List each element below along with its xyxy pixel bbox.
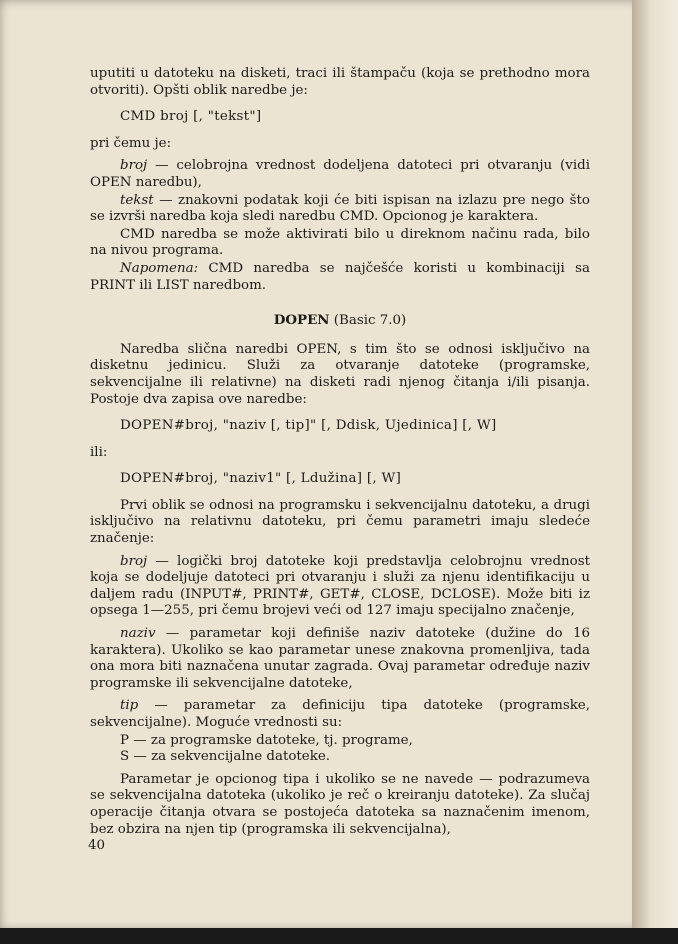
tip-value-s: S — za sekvencijalne datoteke. <box>120 749 331 765</box>
desc-tip: — parametar za definiciju tipa datoteke (programske, sekvencijalne). Moguće vrednosti su: <box>90 698 590 730</box>
section-heading <box>90 312 590 330</box>
term-naziv: naziv <box>120 626 156 642</box>
definition-tip <box>90 698 590 731</box>
paragraph-cmd-mode: CMD naredba se može aktivirati bilo u direknom načinu rada, bilo na nivou programa. <box>90 226 590 259</box>
desc-broj: — celobrojna vrednost dodeljena datoteci pri otvaranju (vidi OPEN naredbu), <box>90 158 590 190</box>
page-text <box>90 66 590 844</box>
heading-basic-version: (Basic 7.0) <box>329 313 407 329</box>
desc-naziv: — parametar koji definiše naziv datoteke (dužine do 16 karaktera). Ukoliko se kao parametar unese znakovna promenljiva, tada ona mora biti naznačena unutar zagrada. Ovaj parametar određuje naziv programske ili sekvencijalne datoteke, <box>90 626 590 691</box>
scan-edge <box>0 928 678 944</box>
definition-naziv <box>90 626 590 692</box>
term-tip: tip <box>120 698 139 714</box>
desc-napomena: CMD naredba se najčešće koristi u kombinaciji sa PRINT ili LIST naredbom. <box>90 260 590 293</box>
term-napomena: Napomena: <box>120 260 199 276</box>
paragraph-forms: Prvi oblik se odnosi na programsku i sekvencijalnu datoteku, a drugi isključivo na relativnu datoteku, pri čemu parametri imaju sledeće značenje: <box>90 497 590 547</box>
definition-tekst <box>90 193 590 226</box>
note <box>90 261 590 294</box>
text-ili: ili: <box>90 444 108 460</box>
paragraph-intro: uputiti u datoteku na disketi, traci ili štampaču (koja se prethodno mora otvoriti). Opšti oblik naredbe je: <box>90 66 590 98</box>
definition-broj-2 <box>90 554 590 620</box>
definition-broj <box>90 158 590 191</box>
term-broj-2: broj <box>120 553 148 569</box>
term-broj: broj <box>120 158 148 174</box>
term-tekst: tekst <box>120 192 154 208</box>
paragraph-tip-optional: Parametar je opcionog tipa i ukoliko se ne navede — podrazumeva se sekvencijalna datoteka (ukoliko je reč o kreiranju datoteke). Za slučaj operacije čitanja otvara se postojeća datoteka sa naznačenim imenom, bez obzira na njen tip (programska ili sekvencijalna), <box>90 771 590 837</box>
desc-tekst: — znakovni podatak koji će biti ispisan na izlazu pre nego što se izvrši naredba koja sledi naredbu CMD. Opcionog je karaktera. <box>90 192 590 225</box>
tip-value-p: P — za programske datoteke, tj. programe, <box>120 732 413 748</box>
paragraph-dopen-intro: Naredba slična naredbi OPEN, s tim što se odnosi isključivo na disketnu jedinicu. Služi za otvaranje datoteke (programske, sekvencijalne ili relativne) na disketi radi njenog čitanja i/ili pisanja. Postoje dva zapisa ove naredbe: <box>90 341 590 407</box>
desc-broj-2: — logički broj datoteke koji predstavlja celobrojnu vrednost koja se dodeljuje datoteci pri otvaranju i služi za njenu identifikaciju u daljem radu (INPUT#, PRINT#, GET#, CLOSE, DCLOSE). Može biti iz opsega 1—255, pri čemu brojevi veći od 127 imaju specijalno značenje, <box>90 553 590 619</box>
syntax-dopen-1: DOPEN#broj, "naziv [, tip]" [, Ddisk, Ujedinica] [, W] <box>120 418 497 434</box>
book-spine <box>632 0 678 944</box>
syntax-cmd: CMD broj [, "tekst"] <box>120 109 262 125</box>
heading-dopen: DOPEN <box>273 312 330 329</box>
syntax-dopen-2: DOPEN#broj, "naziv1" [, Ldužina] [, W] <box>120 471 402 487</box>
page-number: 40 <box>88 838 106 853</box>
paragraph-where: pri čemu je: <box>90 135 172 151</box>
